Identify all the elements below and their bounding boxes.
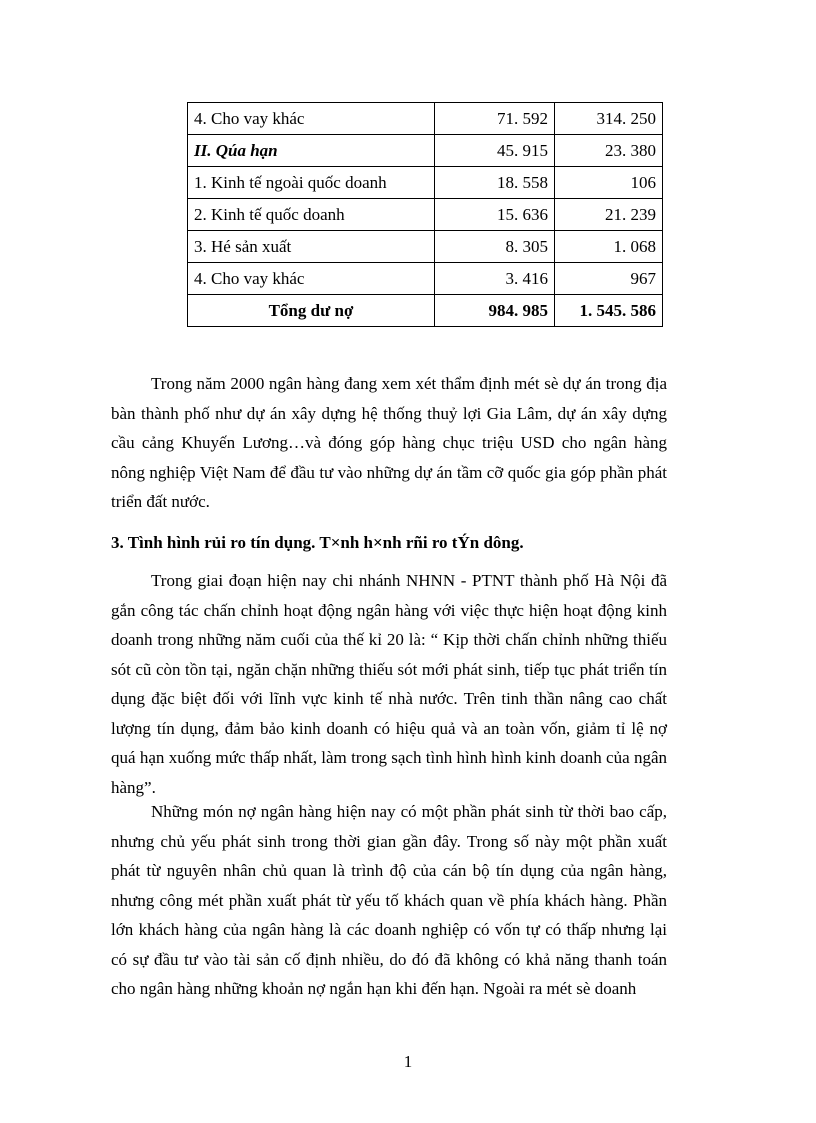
paragraph-debt-origin — [111, 797, 667, 1004]
total-value-2: 1. 545. 586 — [555, 295, 663, 327]
table-row — [188, 263, 663, 295]
loan-table-container — [187, 102, 663, 327]
table-row — [188, 231, 663, 263]
row-label: 1. Kinh tế ngoài quốc doanh — [188, 167, 435, 199]
table-row — [188, 135, 663, 167]
total-label: Tổng dư nợ — [188, 295, 435, 327]
table-row — [188, 199, 663, 231]
row-label: II. Qúa hạn — [188, 135, 435, 167]
paragraph-debt-origin-text: Những món nợ ngân hàng hiện nay có một phần phát sinh từ thời bao cấp, nhưng chủ yếu phát sinh trong thời gian gần đây. Trong số này một phần xuất phát từ nguyên nhân chủ quan là trình độ của cán bộ tín dụng của ngân hàng, nhưng công mét phần xuất phát từ yếu tố khách quan về phía khách hàng. Phần lớn khách hàng của ngân hàng là các doanh nghiệp có vốn tự có thấp nhưng lại có sự đầu tư vào tài sản cố định nhiều, do đó đã không có khả năng thanh toán cho ngân hàng những khoản nợ ngắn hạn khi đến hạn. Ngoài ra mét sè doanh — [111, 802, 667, 998]
loan-table — [187, 102, 663, 327]
row-value-2: 23. 380 — [555, 135, 663, 167]
row-value-1: 18. 558 — [435, 167, 555, 199]
row-value-2: 314. 250 — [555, 103, 663, 135]
row-value-1: 71. 592 — [435, 103, 555, 135]
row-value-1: 3. 416 — [435, 263, 555, 295]
row-value-2: 1. 068 — [555, 231, 663, 263]
row-value-1: 8. 305 — [435, 231, 555, 263]
row-value-1: 45. 915 — [435, 135, 555, 167]
row-label: 2. Kinh tế quốc doanh — [188, 199, 435, 231]
table-total-row — [188, 295, 663, 327]
row-value-1: 15. 636 — [435, 199, 555, 231]
row-value-2: 106 — [555, 167, 663, 199]
paragraph-credit-policy-text: Trong giai đoạn hiện nay chi nhánh NHNN - PTNT thành phố Hà Nội đã gắn công tác chấn chỉnh hoạt động ngân hàng với việc thực hiện hoạt động kinh doanh trong những năm cuối của thế kỉ 20 là: “ Kịp thời chấn chỉnh những thiếu sót cũ còn tồn tại, ngăn chặn những thiếu sót mới phát sinh, tiếp tục phát triển tín dụng đặc biệt đối với lĩnh vực kinh tế nhà nước. Trên tinh thần nâng cao chất lượng tín dụng, đảm bảo kinh doanh có hiệu quả và an toàn vốn, giảm tỉ lệ nợ quá hạn xuống mức thấp nhất, làm trong sạch tình hình hình kinh doanh của ngân hàng”. — [111, 571, 667, 797]
table-row — [188, 103, 663, 135]
total-value-1: 984. 985 — [435, 295, 555, 327]
paragraph-projects — [111, 369, 667, 517]
paragraph-credit-policy — [111, 566, 667, 802]
paragraph-projects-text: Trong năm 2000 ngân hàng đang xem xét thẩm định mét sè dự án trong địa bàn thành phố như dự án xây dựng hệ thống thuỷ lợi Gia Lâm, dự án xây dựng cầu cảng Khuyến Lương…và đóng góp hàng chục triệu USD cho ngân hàng nông nghiệp Việt Nam để đầu tư vào những dự án tầm cỡ quốc gia góp phần phát triển đất nước. — [111, 374, 667, 511]
row-label: 3. Hé sản xuất — [188, 231, 435, 263]
row-label: 4. Cho vay khác — [188, 263, 435, 295]
row-label: 4. Cho vay khác — [188, 103, 435, 135]
section-heading: 3. Tình hình rủi ro tín dụng. T×nh h×nh rñi ro tÝn dông. — [111, 533, 524, 552]
page-number: 1 — [403, 1052, 413, 1071]
row-value-2: 967 — [555, 263, 663, 295]
table-row — [188, 167, 663, 199]
row-value-2: 21. 239 — [555, 199, 663, 231]
